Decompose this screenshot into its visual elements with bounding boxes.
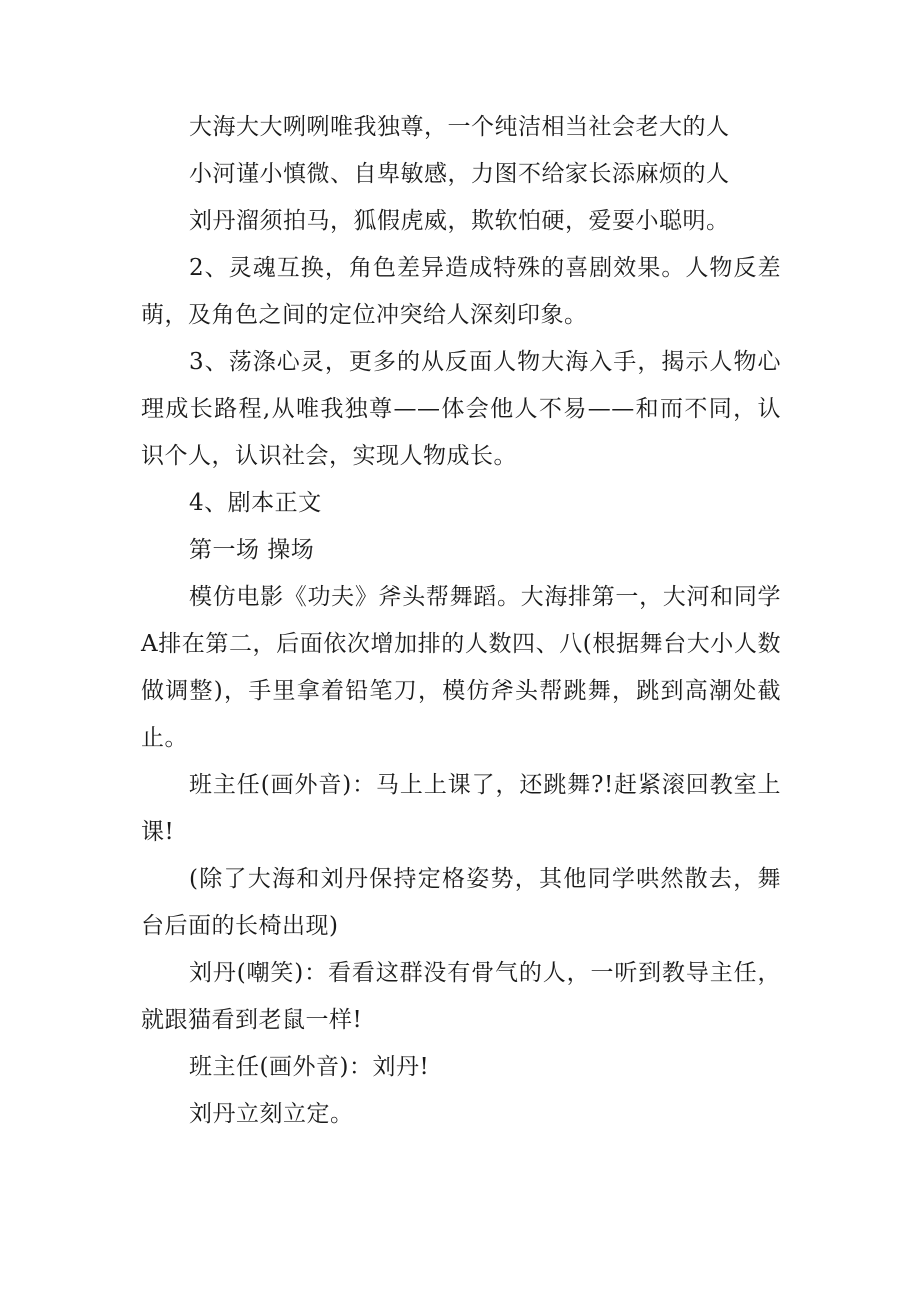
dialogue-teacher-2: 班主任(画外音)：刘丹! bbox=[189, 1054, 430, 1080]
point-3-paragraph: 3、荡涤心灵，更多的从反面人物大海入手，揭示人物心理成长路程,从唯我独尊——体会他人不易——和而不同，认识个人，认识社会，实现人物成长。 bbox=[141, 349, 781, 469]
document-body bbox=[141, 104, 781, 1138]
point-2-paragraph: 2、灵魂互换，角色差异造成特殊的喜剧效果。人物反差萌，及角色之间的定位冲突给人深刻印象。 bbox=[141, 255, 781, 328]
stage-direction-dance: 模仿电影《功夫》斧头帮舞蹈。大海排第一，大河和同学A排在第二，后面依次增加排的人数四、八(根据舞台大小人数做调整)，手里拿着铅笔刀，模仿斧头帮跳舞，跳到高潮处截止。 bbox=[141, 584, 781, 751]
dialogue-liudan: 刘丹(嘲笑)：看看这群没有骨气的人，一听到教导主任，就跟猫看到老鼠一样! bbox=[141, 960, 781, 1033]
dialogue-teacher-1: 班主任(画外音)：马上上课了，还跳舞?!赶紧滚回教室上课! bbox=[141, 772, 781, 845]
stage-direction-stand: 刘丹立刻立定。 bbox=[189, 1101, 354, 1127]
scene-heading: 第一场 操场 bbox=[189, 537, 315, 563]
character-line-dahai: 大海大大咧咧唯我独尊，一个纯洁相当社会老大的人 bbox=[189, 114, 730, 140]
character-line-liudan: 刘丹溜须拍马，狐假虎威，欺软怕硬，爱耍小聪明。 bbox=[189, 208, 730, 234]
stage-direction-disperse: (除了大海和刘丹保持定格姿势，其他同学哄然散去，舞台后面的长椅出现) bbox=[141, 866, 781, 939]
character-line-xiaohe: 小河谨小慎微、自卑敏感，力图不给家长添麻烦的人 bbox=[189, 161, 730, 187]
point-4-heading: 4、剧本正文 bbox=[189, 490, 322, 516]
